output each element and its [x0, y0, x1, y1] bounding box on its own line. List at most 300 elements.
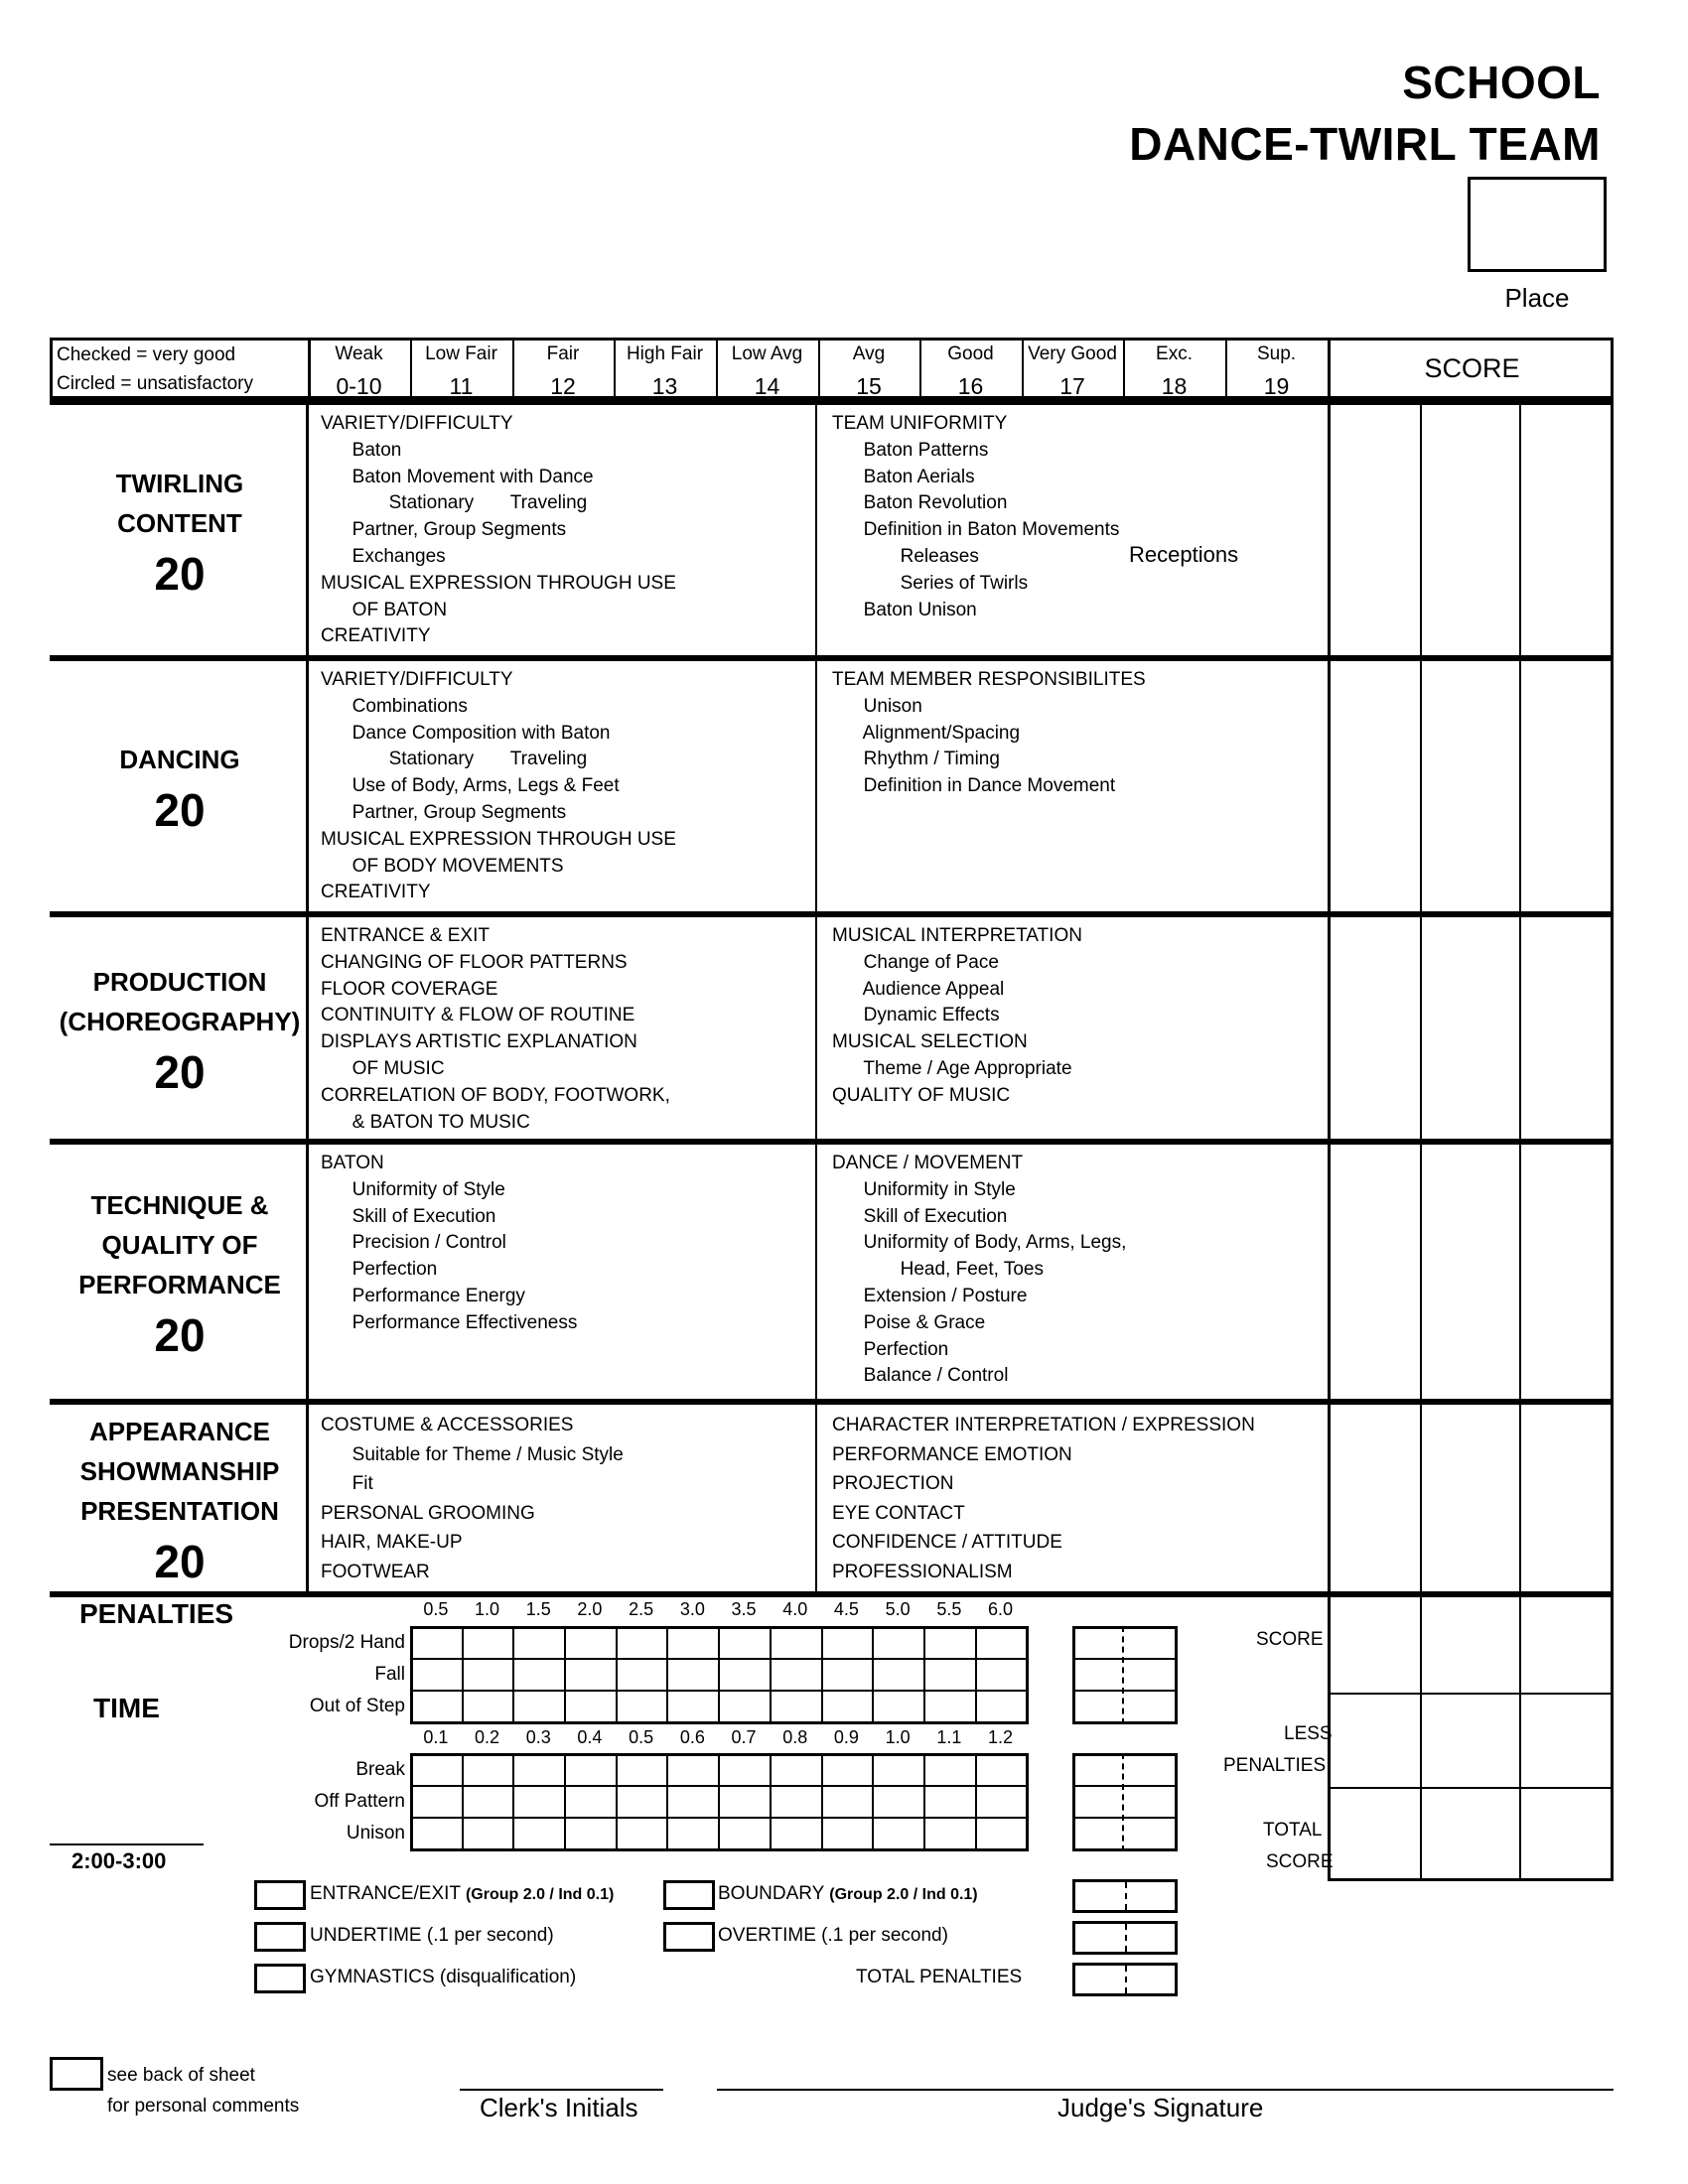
comments-checkbox[interactable] — [50, 2057, 103, 2091]
criteria-item: Performance Effectiveness — [321, 1311, 578, 1333]
penalty-cell[interactable] — [718, 1690, 772, 1723]
criteria-item: Baton Revolution — [832, 492, 1008, 514]
criteria-item: QUALITY OF MUSIC — [832, 1084, 1011, 1106]
criteria-item: Extension / Posture — [832, 1285, 1028, 1306]
criteria-item: CORRELATION OF BODY, FOOTWORK, — [321, 1084, 670, 1106]
penalty-cell[interactable] — [821, 1785, 875, 1819]
penalty-cell[interactable] — [872, 1753, 925, 1787]
criteria-right — [832, 1411, 1255, 1586]
section-divider — [50, 399, 1614, 405]
penalty-cell[interactable] — [512, 1626, 566, 1660]
scale-name: High Fair — [626, 343, 704, 364]
section-divider — [50, 655, 1614, 661]
criteria-item: CREATIVITY — [321, 625, 431, 647]
section-column-line — [1519, 399, 1521, 655]
criteria-item: TEAM MEMBER RESPONSIBILITES — [832, 669, 1146, 690]
section-column-line — [1519, 911, 1521, 1139]
criteria-item: Baton Unison — [832, 599, 977, 620]
criteria-item: Baton Aerials — [832, 466, 975, 487]
section-column-line — [1420, 1139, 1422, 1399]
penalty-cell[interactable] — [975, 1658, 1029, 1692]
penalty-value: 0.7 — [731, 1727, 757, 1747]
section-column-line — [815, 399, 817, 655]
penalty-cell[interactable] — [667, 1690, 721, 1723]
time-label: TIME — [93, 1693, 160, 1723]
penalty-cell[interactable] — [564, 1753, 618, 1787]
penalty-cell[interactable] — [512, 1753, 566, 1787]
section-column-line — [1328, 1399, 1331, 1591]
category-name: TECHNIQUE & — [90, 1190, 269, 1220]
clerk-line[interactable] — [460, 2089, 663, 2091]
penalty-cell[interactable] — [616, 1785, 669, 1819]
penalty-value: 5.5 — [936, 1599, 962, 1619]
penalty-value: 1.1 — [936, 1727, 962, 1747]
scale-name: Low Avg — [731, 343, 803, 364]
penalty-cell[interactable] — [872, 1817, 925, 1850]
judge-line[interactable] — [717, 2089, 1614, 2091]
score-grid-line — [1328, 1878, 1614, 1881]
category-name: (CHOREOGRAPHY) — [59, 1006, 301, 1036]
penalty-cell[interactable] — [821, 1690, 875, 1723]
penalty-value: 2.5 — [629, 1599, 654, 1619]
penalty-cell[interactable] — [667, 1753, 721, 1787]
see-back-text: see back of sheet — [107, 2065, 255, 2086]
section-column-line — [1611, 1399, 1614, 1591]
penalty-value: 0.1 — [423, 1727, 449, 1747]
penalty-cell[interactable] — [564, 1626, 618, 1660]
category-name: SHOWMANSHIP — [79, 1456, 280, 1486]
tally-divider — [1122, 1753, 1124, 1851]
penalty-cell[interactable] — [872, 1626, 925, 1660]
penalty-cell[interactable] — [770, 1658, 823, 1692]
criteria-item: Uniformity of Body, Arms, Legs, — [832, 1232, 1127, 1254]
penalty-cell[interactable] — [512, 1817, 566, 1850]
penalty-value: 0.2 — [475, 1727, 500, 1747]
overtime-checkbox[interactable] — [663, 1922, 715, 1952]
penalty-value: 6.0 — [988, 1599, 1014, 1619]
scale-divider — [614, 338, 616, 399]
criteria-item: Suitable for Theme / Music Style — [321, 1443, 624, 1465]
criteria-item: Releases — [832, 545, 979, 567]
scale-value: 18 — [1161, 373, 1188, 399]
criteria-right — [832, 923, 1082, 1110]
section-divider — [50, 1139, 1614, 1145]
section-column-line — [815, 655, 817, 911]
penalty-cell[interactable] — [410, 1658, 464, 1692]
criteria-item: Dynamic Effects — [832, 1005, 1000, 1026]
penalty-cell[interactable] — [718, 1817, 772, 1850]
category-points: 20 — [154, 548, 206, 600]
penalty-row-label: Out of Step — [309, 1696, 405, 1716]
criteria-item: ENTRANCE & EXIT — [321, 925, 490, 946]
overtime-label: OVERTIME (.1 per second) — [718, 1925, 948, 1946]
category-name: TWIRLING — [115, 469, 244, 498]
section-divider — [50, 911, 1614, 917]
penalty-cell[interactable] — [821, 1658, 875, 1692]
scale-name: Avg — [852, 343, 886, 364]
penalty-cell[interactable] — [770, 1690, 823, 1723]
scale-divider — [512, 338, 514, 399]
less-label: LESS — [1284, 1723, 1333, 1744]
criteria-item: Skill of Execution — [832, 1205, 1008, 1227]
penalty-cell[interactable] — [718, 1753, 772, 1787]
penalty-cell[interactable] — [410, 1626, 464, 1660]
place-box[interactable] — [1468, 177, 1607, 272]
scale-divider — [919, 338, 921, 399]
section-column-line — [1328, 1139, 1331, 1399]
criteria-item: Exchanges — [321, 545, 446, 567]
scale-value: 0-10 — [336, 373, 382, 399]
criteria-item: VARIETY/DIFFICULTY — [321, 413, 513, 434]
scale-col — [308, 341, 410, 399]
penalty-cell[interactable] — [512, 1690, 566, 1723]
judge-label: Judge's Signature — [1057, 2093, 1264, 2122]
total-label: TOTAL — [1263, 1820, 1323, 1841]
criteria-item: MUSICAL EXPRESSION THROUGH USE — [321, 572, 676, 594]
criteria-item: CHANGING OF FLOOR PATTERNS — [321, 951, 628, 973]
criteria-item: Combinations — [321, 695, 468, 717]
penalty-cell[interactable] — [564, 1658, 618, 1692]
penalty-cell[interactable] — [821, 1626, 875, 1660]
section-column-line — [1519, 655, 1521, 911]
penalty-value: 1.2 — [988, 1727, 1014, 1747]
place-label: Place — [1504, 283, 1570, 313]
penalty-cell[interactable] — [564, 1690, 618, 1723]
overtime-score-box[interactable] — [1072, 1921, 1178, 1955]
penalty-value: 2.0 — [577, 1599, 603, 1619]
title-team: DANCE-TWIRL TEAM — [1129, 118, 1601, 170]
category-name: CONTENT — [117, 508, 242, 538]
criteria-item: Poise & Grace — [832, 1311, 986, 1333]
criteria-item: Rhythm / Timing — [832, 749, 1000, 770]
penalty-cell[interactable] — [616, 1690, 669, 1723]
penalty-value: 0.6 — [679, 1727, 705, 1747]
tally-divider — [1122, 1626, 1124, 1724]
total-penalties-label: TOTAL PENALTIES — [856, 1967, 1023, 1987]
penalty-value: 0.5 — [629, 1727, 654, 1747]
section-column-line — [1611, 399, 1614, 655]
scale-divider — [410, 338, 412, 399]
penalty-cell[interactable] — [872, 1658, 925, 1692]
score-grid-line — [1420, 1597, 1422, 1881]
penalty-cell[interactable] — [975, 1753, 1029, 1787]
section-column-line — [1519, 1139, 1521, 1399]
criteria-item: Stationary Traveling — [321, 749, 588, 770]
section-column-line — [1328, 399, 1331, 655]
penalty-cell[interactable] — [718, 1658, 772, 1692]
penalty-value: 0.8 — [782, 1727, 808, 1747]
scale-col — [716, 341, 818, 399]
criteria-item: Uniformity in Style — [832, 1178, 1016, 1200]
criteria-item: MUSICAL INTERPRETATION — [832, 925, 1082, 946]
criteria-item: Unison — [832, 695, 922, 717]
category-name: PRESENTATION — [80, 1496, 279, 1526]
total-penalties-box[interactable] — [1072, 1963, 1178, 1996]
criteria-item: Baton Patterns — [832, 439, 989, 461]
criteria-item: Balance / Control — [832, 1365, 1009, 1387]
criteria-item: Series of Twirls — [832, 572, 1029, 594]
penalty-cell[interactable] — [462, 1753, 515, 1787]
penalty-cell[interactable] — [770, 1626, 823, 1660]
scale-value: 17 — [1059, 373, 1085, 399]
scale-divider — [1123, 338, 1125, 399]
criteria-item: OF MUSIC — [321, 1057, 445, 1079]
criteria-item: COSTUME & ACCESSORIES — [321, 1415, 574, 1435]
category-name: APPEARANCE — [88, 1417, 271, 1446]
scale-divider — [1022, 338, 1024, 399]
penalty-cell[interactable] — [770, 1753, 823, 1787]
penalty-row-label: Drops/2 Hand — [288, 1632, 405, 1653]
criteria-item: Baton Movement with Dance — [321, 466, 594, 487]
criteria-item: DISPLAYS ARTISTIC EXPLANATION — [321, 1031, 637, 1053]
penalty-cell[interactable] — [616, 1753, 669, 1787]
section-column-line — [815, 1139, 817, 1399]
section-divider — [50, 1591, 1614, 1597]
criteria-right — [832, 411, 1119, 623]
section-column-line — [815, 1399, 817, 1591]
penalty-cell[interactable] — [564, 1817, 618, 1850]
criteria-item: Precision / Control — [321, 1232, 506, 1254]
criteria-item: TEAM UNIFORMITY — [832, 413, 1008, 434]
criteria-item: Performance Energy — [321, 1285, 525, 1306]
scale-col — [919, 341, 1022, 399]
penalty-cell[interactable] — [923, 1817, 977, 1850]
scale-name: Good — [947, 343, 994, 364]
penalty-cell[interactable] — [410, 1753, 464, 1787]
criteria-left — [321, 411, 676, 650]
penalty-cell[interactable] — [616, 1817, 669, 1850]
penalty-value: 1.5 — [525, 1599, 551, 1619]
scale-col — [614, 341, 716, 399]
criteria-item: CONFIDENCE / ATTITUDE — [832, 1532, 1062, 1553]
criteria-item: Baton — [321, 439, 402, 461]
section-column-line — [1420, 399, 1422, 655]
penalty-cell[interactable] — [821, 1753, 875, 1787]
scale-name: Low Fair — [425, 343, 497, 364]
boundary-label: BOUNDARY (Group 2.0 / Ind 0.1) — [718, 1883, 978, 1904]
undertime-checkbox[interactable] — [254, 1922, 306, 1952]
clerk-label: Clerk's Initials — [480, 2093, 638, 2122]
scale-divider — [818, 338, 820, 399]
scale-name: Very Good — [1028, 343, 1117, 364]
scale-name: Sup. — [1256, 343, 1297, 364]
scale-value: 19 — [1263, 373, 1290, 399]
penalty-cell[interactable] — [975, 1626, 1029, 1660]
category-points: 20 — [154, 1309, 206, 1361]
penalty-cell[interactable] — [872, 1785, 925, 1819]
penalty-cell[interactable] — [923, 1626, 977, 1660]
criteria-item: VARIETY/DIFFICULTY — [321, 669, 513, 690]
criteria-item: EYE CONTACT — [832, 1502, 965, 1524]
scale-col — [410, 341, 512, 399]
section-column-line — [1420, 655, 1422, 911]
penalty-cell[interactable] — [975, 1785, 1029, 1819]
penalty-cell[interactable] — [410, 1785, 464, 1819]
penalty-cell[interactable] — [718, 1626, 772, 1660]
scale-col — [1022, 341, 1123, 399]
scale-name: Fair — [546, 343, 580, 364]
scale-col — [818, 341, 919, 399]
scale-col — [1225, 341, 1328, 399]
criteria-item: Fit — [321, 1473, 373, 1494]
penalty-cell[interactable] — [410, 1817, 464, 1850]
scale-name: Weak — [335, 343, 383, 364]
total-score-label: SCORE — [1266, 1851, 1334, 1872]
criteria-item: Alignment/Spacing — [832, 722, 1021, 744]
penalty-tally-box[interactable] — [1072, 1753, 1178, 1851]
penalty-tally-box[interactable] — [1072, 1626, 1178, 1724]
penalty-cell[interactable] — [770, 1785, 823, 1819]
criteria-extra: Receptions — [1129, 542, 1239, 567]
penalty-cell[interactable] — [462, 1626, 515, 1660]
category-points: 20 — [154, 784, 206, 836]
time-line — [50, 1843, 204, 1845]
penalty-cell[interactable] — [770, 1817, 823, 1850]
penalty-cell[interactable] — [616, 1658, 669, 1692]
section-column-line — [1611, 1139, 1614, 1399]
criteria-item: Perfection — [832, 1338, 949, 1360]
criteria-item: & BATON TO MUSIC — [321, 1111, 530, 1133]
criteria-item: Audience Appeal — [832, 978, 1005, 1000]
criteria-item: Use of Body, Arms, Legs & Feet — [321, 775, 620, 797]
criteria-right — [832, 667, 1146, 800]
penalty-value: 3.5 — [731, 1599, 757, 1619]
criteria-item: Definition in Dance Movement — [832, 775, 1116, 797]
gymnastics-label: GYMNASTICS (disqualification) — [310, 1967, 577, 1987]
penalty-cell[interactable] — [462, 1817, 515, 1850]
scale-divider — [1225, 338, 1227, 399]
penalty-cell[interactable] — [975, 1690, 1029, 1723]
penalty-cell[interactable] — [667, 1626, 721, 1660]
score-grid-line — [1328, 1787, 1614, 1789]
penalty-cell[interactable] — [975, 1817, 1029, 1850]
criteria-left — [321, 1411, 624, 1586]
penalty-cell[interactable] — [667, 1817, 721, 1850]
boundary-checkbox[interactable] — [663, 1880, 715, 1910]
penalty-value: 4.5 — [833, 1599, 859, 1619]
penalty-value: 0.3 — [525, 1727, 551, 1747]
criteria-item: PROFESSIONALISM — [832, 1561, 1013, 1582]
penalty-value: 5.0 — [885, 1599, 911, 1619]
criteria-item: CONTINUITY & FLOW OF ROUTINE — [321, 1005, 635, 1026]
comments-text: for personal comments — [107, 2096, 300, 2116]
criteria-item: Change of Pace — [832, 951, 999, 973]
score-grid-line — [1519, 1597, 1521, 1881]
penalty-cell[interactable] — [512, 1785, 566, 1819]
criteria-item: PROJECTION — [832, 1473, 954, 1494]
criteria-item: Partner, Group Segments — [321, 801, 567, 823]
criteria-item: Stationary Traveling — [321, 492, 588, 514]
criteria-left — [321, 667, 676, 906]
section-column-line — [1328, 911, 1331, 1139]
penalty-cell[interactable] — [923, 1785, 977, 1819]
criteria-item: PERFORMANCE EMOTION — [832, 1443, 1072, 1465]
tally-line — [1072, 1658, 1178, 1660]
category-name: QUALITY OF — [101, 1230, 258, 1260]
category-name: PERFORMANCE — [78, 1270, 281, 1299]
entrance-label: ENTRANCE/EXIT (Group 2.0 / Ind 0.1) — [310, 1883, 615, 1904]
scale-value: 15 — [856, 373, 882, 399]
entrance-checkbox[interactable] — [254, 1880, 306, 1910]
criteria-item: CHARACTER INTERPRETATION / EXPRESSION — [832, 1415, 1255, 1435]
criteria-item: Dance Composition with Baton — [321, 722, 611, 744]
criteria-item: FLOOR COVERAGE — [321, 978, 498, 1000]
penalty-cell[interactable] — [462, 1785, 515, 1819]
scale-col — [512, 341, 614, 399]
penalty-value: 1.0 — [475, 1599, 500, 1619]
legend-circled: Circled = unsatisfactory — [57, 373, 253, 394]
scale-name: Exc. — [1156, 343, 1193, 364]
penalty-cell[interactable] — [923, 1690, 977, 1723]
section-column-line — [1611, 911, 1614, 1139]
scale-value: 11 — [449, 373, 474, 399]
penalty-cell[interactable] — [462, 1690, 515, 1723]
criteria-item: OF BATON — [321, 599, 448, 620]
section-divider — [50, 1399, 1614, 1405]
criteria-item: Definition in Baton Movements — [832, 519, 1120, 541]
penalties-title: PENALTIES — [79, 1598, 234, 1629]
score-grid-line — [1328, 1693, 1614, 1695]
criteria-item: MUSICAL SELECTION — [832, 1031, 1028, 1053]
criteria-left — [321, 1151, 577, 1337]
section-column-line — [815, 911, 817, 1139]
penalty-cell[interactable] — [667, 1658, 721, 1692]
scale-col — [1123, 341, 1225, 399]
penalty-row-label: Break — [355, 1759, 405, 1780]
criteria-item: DANCE / MOVEMENT — [832, 1153, 1024, 1173]
criteria-item: HAIR, MAKE-UP — [321, 1532, 463, 1553]
score-side-label: SCORE — [1256, 1629, 1324, 1650]
section-column-line — [1420, 1399, 1422, 1591]
penalty-cell[interactable] — [821, 1817, 875, 1850]
entrance-score-box[interactable] — [1072, 1879, 1178, 1913]
penalty-value: 4.0 — [782, 1599, 808, 1619]
tally-line — [1072, 1817, 1178, 1819]
criteria-item: MUSICAL EXPRESSION THROUGH USE — [321, 828, 676, 850]
penalty-cell[interactable] — [667, 1785, 721, 1819]
scale-value: 12 — [550, 373, 576, 399]
criteria-item: CREATIVITY — [321, 882, 431, 903]
penalty-cell[interactable] — [410, 1690, 464, 1723]
criteria-item: Uniformity of Style — [321, 1178, 505, 1200]
scale-divider — [716, 338, 718, 399]
penalty-row-label: Fall — [374, 1664, 405, 1685]
penalty-cell[interactable] — [923, 1658, 977, 1692]
scale-divider — [308, 338, 311, 399]
title-school: SCHOOL — [1402, 57, 1601, 108]
criteria-item: Partner, Group Segments — [321, 519, 567, 541]
penalty-cell[interactable] — [923, 1753, 977, 1787]
penalty-cell[interactable] — [564, 1785, 618, 1819]
gymnastics-checkbox[interactable] — [254, 1964, 306, 1993]
penalty-cell[interactable] — [462, 1658, 515, 1692]
time-range: 2:00-3:00 — [71, 1848, 167, 1873]
penalty-cell[interactable] — [616, 1626, 669, 1660]
penalty-cell[interactable] — [872, 1690, 925, 1723]
legend-checked: Checked = very good — [57, 344, 236, 365]
scale-value: 16 — [957, 373, 984, 399]
criteria-item: Head, Feet, Toes — [832, 1259, 1044, 1281]
scale-value: 13 — [651, 373, 678, 399]
section-column-line — [1519, 1399, 1521, 1591]
penalty-value: 0.9 — [833, 1727, 859, 1747]
penalty-cell[interactable] — [512, 1658, 566, 1692]
penalty-value: 0.4 — [577, 1727, 603, 1747]
penalties-side-label: PENALTIES — [1223, 1755, 1327, 1776]
penalty-cell[interactable] — [718, 1785, 772, 1819]
section-column-line — [1328, 655, 1331, 911]
criteria-item: OF BODY MOVEMENTS — [321, 855, 564, 877]
